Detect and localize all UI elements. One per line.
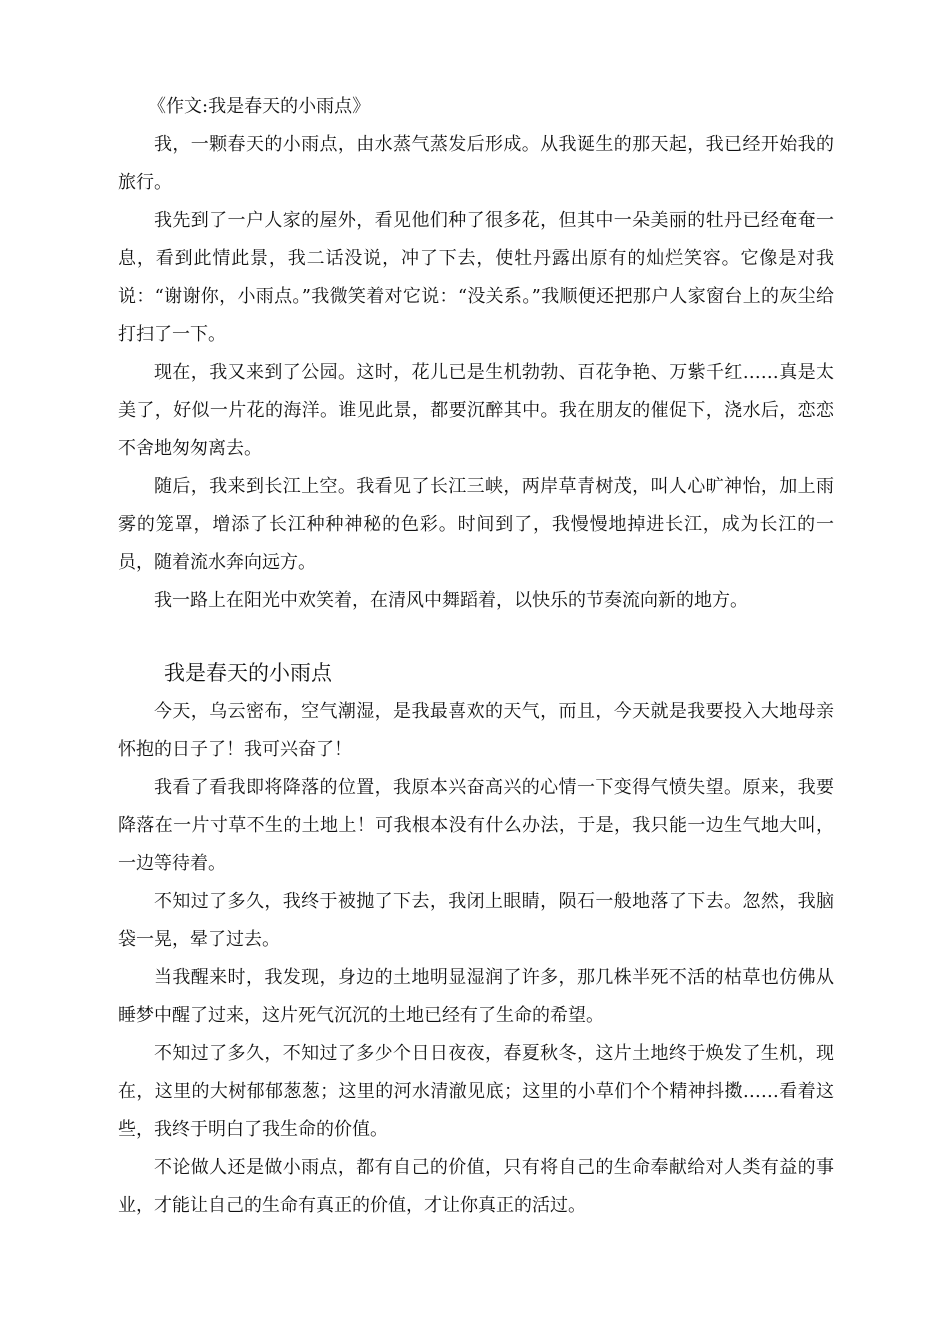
document-page — [118, 88, 834, 1225]
essay2-paragraph-2: 我看了看我即将降落的位置，我原本兴奋高兴的心情一下变得气愤失望。原来，我要降落在一片寸草不生的土地上！可我根本没有什么办法，于是，我只能一边生气地大叫，一边等待着。 — [118, 777, 834, 874]
section-spacer — [118, 620, 834, 653]
essay2-paragraph-4: 当我醒来时，我发现，身边的土地明显湿润了许多，那几株半死不活的枯草也仿佛从睡梦中醒了过来，这片死气沉沉的土地已经有了生命的希望。 — [118, 967, 834, 1026]
essay1-paragraph-3: 现在，我又来到了公园。这时，花儿已是生机勃勃、百花争艳、万紫千红……真是太美了，好似一片花的海洋。谁见此景，都要沉醉其中。我在朋友的催促下，浇水后，恋恋不舍地匆匆离去。 — [118, 362, 834, 459]
essay1-title: 《作文:我是春天的小雨点》 — [148, 96, 371, 117]
essay1-paragraph-2: 我先到了一户人家的屋外，看见他们种了很多花，但其中一朵美丽的牡丹已经奄奄一息，看到此情此景，我二话没说，冲了下去，使牡丹露出原有的灿烂笑容。它像是对我说：“谢谢你，小雨点。”我微笑着对它说：“没关系。”我顺便还把那户人家窗台上的灰尘给打扫了一下。 — [118, 210, 834, 345]
essay2-paragraph-5: 不知过了多久，不知过了多少个日日夜夜，春夏秋冬，这片土地终于焕发了生机，现在，这里的大树郁郁葱葱；这里的河水清澈见底；这里的小草们个个精神抖擞……看着这些，我终于明白了我生命的价值。 — [118, 1043, 834, 1140]
essay1-paragraph-5: 我一路上在阳光中欢笑着，在清风中舞蹈着，以快乐的节奏流向新的地方。 — [154, 590, 748, 611]
essay2-paragraph-6: 不论做人还是做小雨点，都有自己的价值，只有将自己的生命奉献给对人类有益的事业，才能让自己的生命有真正的价值，才让你真正的活过。 — [118, 1157, 834, 1216]
essay2-title: 我是春天的小雨点 — [164, 661, 332, 685]
essay1-paragraph-1: 我，一颗春天的小雨点，由水蒸气蒸发后形成。从我诞生的那天起，我已经开始我的旅行。 — [118, 134, 834, 193]
essay1-paragraph-4: 随后，我来到长江上空。我看见了长江三峡，两岸草青树茂，叫人心旷神怡，加上雨雾的笼罩，增添了长江种种神秘的色彩。时间到了，我慢慢地掉进长江，成为长江的一员，随着流水奔向远方。 — [118, 476, 834, 573]
essay2-paragraph-3: 不知过了多久，我终于被抛了下去，我闭上眼睛，陨石一般地落了下去。忽然，我脑袋一晃，晕了过去。 — [118, 891, 834, 950]
essay2-paragraph-1: 今天，乌云密布，空气潮湿，是我最喜欢的天气，而且，今天就是我要投入大地母亲怀抱的日子了！我可兴奋了！ — [118, 701, 834, 760]
